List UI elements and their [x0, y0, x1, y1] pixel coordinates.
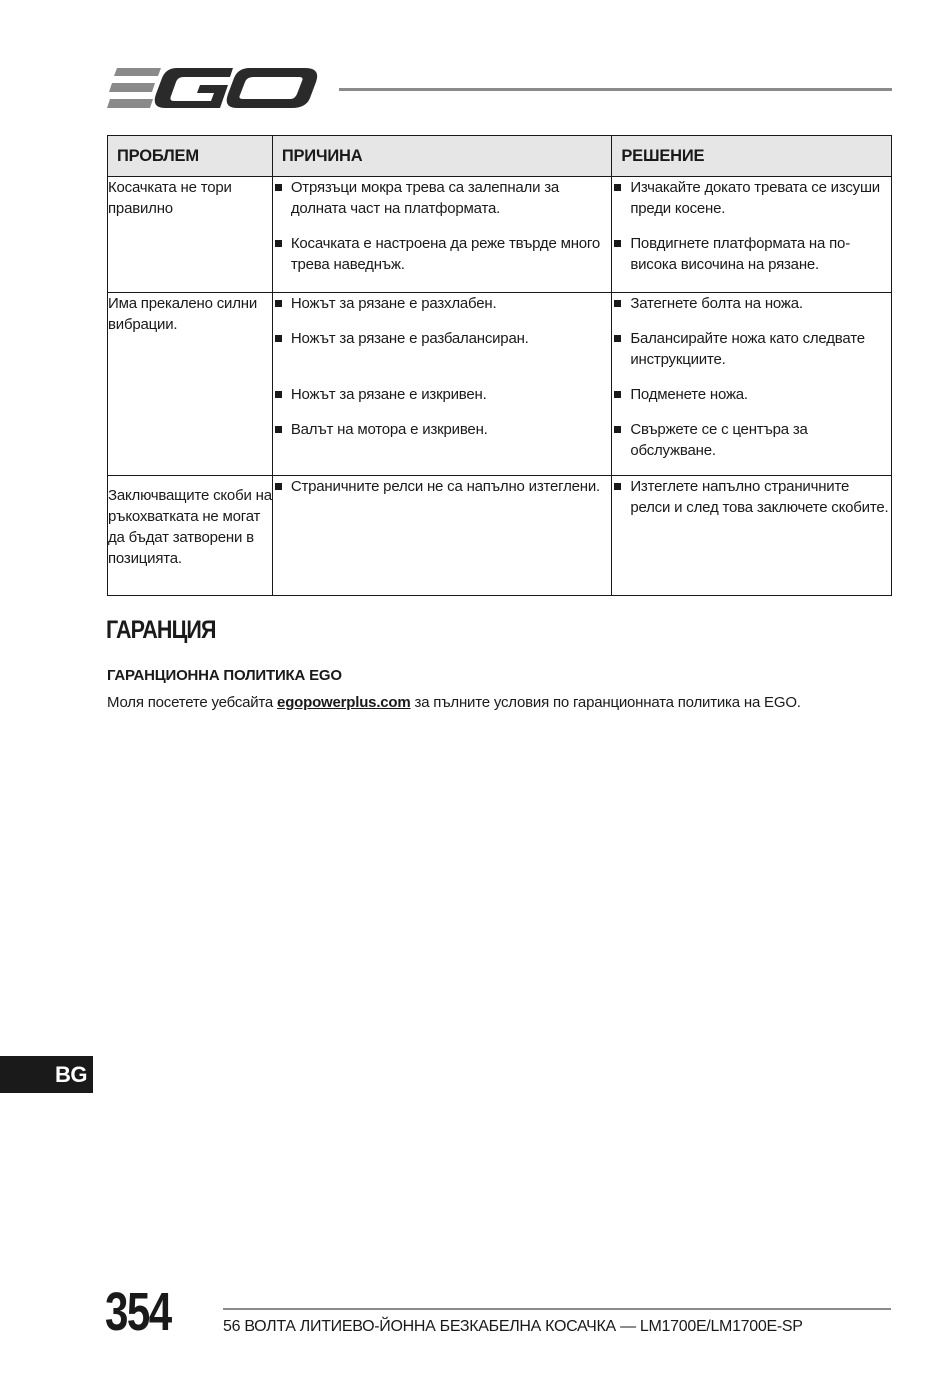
problem-cell: Заключващите скоби на ръкохватката не могат да бъдат затворени в позицията.	[108, 476, 273, 596]
cause-cell	[272, 293, 612, 476]
cause-cell	[272, 177, 612, 293]
cause-item: Ножът за рязане е разхлабен.	[273, 293, 612, 314]
warranty-link[interactable]: egopowerplus.com	[277, 694, 411, 711]
solution-item: Подменете ножа.	[612, 384, 891, 405]
solution-item: Изчакайте докато тревата се изсуши преди косене.	[612, 177, 891, 219]
header-problem: ПРОБЛЕМ	[108, 136, 273, 177]
problem-cell: Има прекалено силни вибрации.	[108, 293, 273, 476]
solution-item: Затегнете болта на ножа.	[612, 293, 891, 314]
cause-cell	[272, 476, 612, 596]
cause-item: Ножът за рязане е разбалансиран.	[273, 328, 612, 349]
header-solution: РЕШЕНИЕ	[612, 136, 892, 177]
warranty-text-after: за пълните условия по гаранционната политика на EGO.	[410, 694, 801, 711]
table-header-row	[108, 136, 892, 177]
table-row	[108, 476, 892, 596]
solution-item: Свържете се с центъра за обслужване.	[612, 419, 891, 461]
page-number: 354	[105, 1282, 171, 1342]
footer-rule	[223, 1308, 891, 1310]
cause-item: Отрязъци мокра трева са залепнали за долната част на платформата.	[273, 177, 612, 219]
warranty-subtitle: ГАРАНЦИОННА ПОЛИТИКА EGO	[107, 667, 342, 684]
cause-item: Косачката е настроена да реже твърде много трева наведнъж.	[273, 233, 612, 275]
ego-logo	[107, 64, 319, 112]
cause-item: Ножът за рязане е изкривен.	[273, 384, 612, 405]
problem-cell: Косачката не тори правилно	[108, 177, 273, 293]
warranty-text-before: Моля посетете уебсайта	[107, 694, 278, 711]
solution-item: Повдигнете платформата на по-висока височина на рязане.	[612, 233, 891, 275]
header-cause: ПРИЧИНА	[272, 136, 612, 177]
solution-item: Балансирайте ножа като следвате инструкциите.	[612, 328, 891, 370]
warranty-title: ГАРАНЦИЯ	[106, 616, 216, 644]
table-row	[108, 293, 892, 476]
table-row	[108, 177, 892, 293]
cause-item: Страничните релси не са напълно изтеглени.	[273, 476, 612, 497]
warranty-text	[107, 694, 801, 711]
solution-cell	[612, 476, 892, 596]
language-tab: BG	[0, 1056, 93, 1093]
header-rule	[339, 88, 892, 91]
cause-item: Валът на мотора е изкривен.	[273, 419, 612, 440]
solution-item: Изтеглете напълно страничните релси и след това заключете скобите.	[612, 476, 891, 518]
solution-cell	[612, 177, 892, 293]
solution-cell	[612, 293, 892, 476]
footer-text: 56 ВОЛТА ЛИТИЕВО-ЙОННА БЕЗКАБЕЛНА КОСАЧКА — LM1700E/LM1700E-SP	[223, 1318, 803, 1335]
troubleshooting-table	[107, 135, 892, 596]
